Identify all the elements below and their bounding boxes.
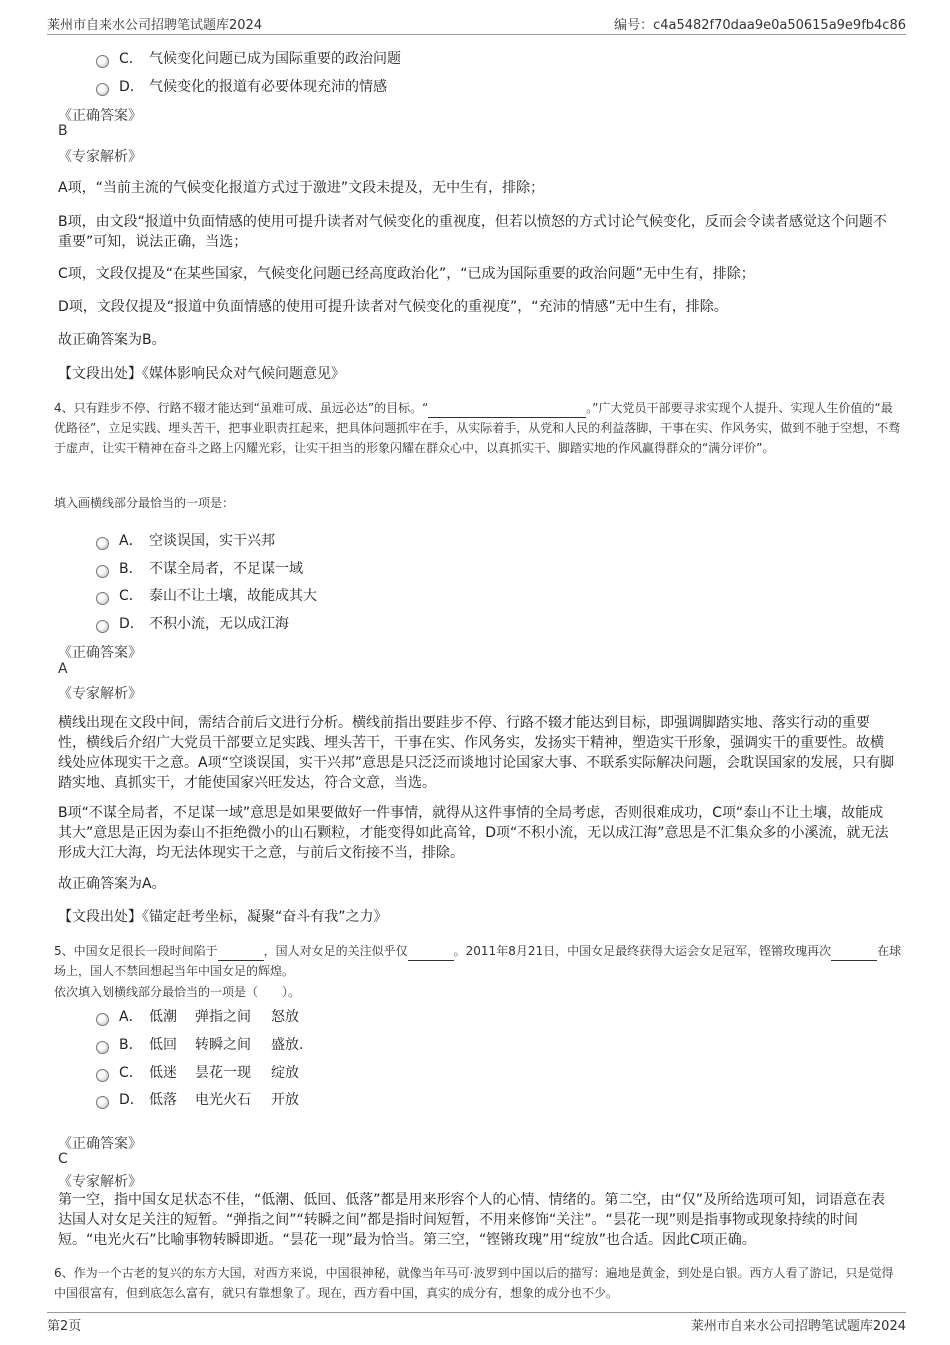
analysis-paragraph: B项“不谋全局者，不足谋一域”意思是如果要做好一件事情，就得从这件事情的全局考虑，否则很难成功，C项“泰山不让土壤，故能成其大”意思是正因为泰山不拒绝微小的山石颗粒，才能变得如此高耸，D项“不积小流，无以成江海”意思是不汇集众多的小溪流，就无法形成大江大海，均无法体现实干之意，与前后文衔接不当，排除。 bbox=[58, 805, 889, 861]
header-title: 莱州市自来水公司招聘笔试题库2024 bbox=[47, 18, 263, 33]
question-prompt: 填入画横线部分最恰当的一项是： bbox=[54, 496, 235, 510]
analysis-paragraph: B项，由文段“报道中负面情感的使用可提升读者对气候变化的重视度，但若以愤怒的方式讨论气候变化，反而会令读者感觉这个问题不重要”可知，说法正确，当选； bbox=[58, 214, 887, 250]
analysis-paragraph: 第一空，指中国女足状态不佳，“低潮、低回、低落”都是用来形容个人的心情、情绪的。第二空，由“仅”及所给选项可知，词语意在表达国人对女足关注的短暂。“弹指之间”“转瞬之间”都是指时间短暂，不用来修饰“关注”。“昙花一现”则是指事物或现象持续的时间短。“电光火石”比喻事物转瞬即逝。“昙花一现”最为恰当。第三空，“铿锵玫瑰”用“绽放”也合适。因此C项正确。 bbox=[58, 1192, 886, 1248]
q5-option-c[interactable]: C． 低迷 昙花一现 绽放 bbox=[96, 1062, 299, 1082]
page-number: 第2页 bbox=[47, 1319, 82, 1334]
blank-line bbox=[831, 946, 877, 961]
answer-label: 《正确答案》 bbox=[58, 108, 142, 124]
analysis-paragraph: A项，“当前主流的气候变化报道方式过于激进”文段未提及，无中生有，排除； bbox=[58, 180, 545, 196]
q3-option-c[interactable]: C． 气候变化问题已成为国际重要的政治问题 bbox=[96, 48, 401, 68]
analysis-label: 《专家解析》 bbox=[58, 149, 142, 165]
analysis-paragraph: C项，文段仅提及“在某些国家，气候变化问题已经高度政治化”，“已成为国际重要的政治问题”无中生有，排除； bbox=[58, 266, 755, 282]
radio-icon[interactable] bbox=[96, 55, 109, 68]
analysis-label: 《专家解析》 bbox=[58, 686, 142, 702]
radio-icon[interactable] bbox=[96, 1013, 109, 1026]
analysis-paragraph: 横线出现在文段中间，需结合前后文进行分析。横线前指出要跬步不停、行路不辍才能达到目标，即强调脚踏实地、落实行动的重要性，横线后介绍广大党员干部要立足实践、埋头苦干，干事在实、作风务实，发扬实干精神，塑造实干形象，强调实干的重要性。故横线处应体现实干之意。A项“空谈误国，实干兴邦”意思是只泛泛而谈地讨论国家大事、不联系实际解决问题，会耽误国家的发展，只有脚踏实地、真抓实干，才能使国家兴旺发达，符合文意，当选。 bbox=[58, 715, 895, 791]
analysis-conclusion: 故正确答案为B。 bbox=[58, 332, 166, 348]
radio-icon[interactable] bbox=[96, 620, 109, 633]
radio-icon[interactable] bbox=[96, 565, 109, 578]
question-stem: 6、作为一个古老的复兴的东方大国，对西方来说，中国很神秘，就像当年马可·波罗到中国以后的描写：遍地是黄金，到处是白银。西方人看了游记，只是觉得中国很富有，但到底怎么富有，就只有靠想象了。现在，西方看中国，真实的成分有，想象的成分也不少。 bbox=[54, 1266, 894, 1300]
analysis-conclusion: 故正确答案为A。 bbox=[58, 876, 166, 892]
answer-value: A bbox=[58, 661, 68, 677]
q3-option-d[interactable]: D． 气候变化的报道有必要体现充沛的情感 bbox=[96, 76, 387, 96]
radio-icon[interactable] bbox=[96, 537, 109, 550]
q4-option-c[interactable]: C． 泰山不让土壤，故能成其大 bbox=[96, 585, 317, 605]
header-divider bbox=[47, 34, 906, 35]
question-stem: 5、中国女足很长一段时间陷于 ，国人对女足的关注似乎仅 。2011年8月21日，中国女足最终获得大运会女足冠军，铿锵玫瑰再次 在球场上，国人不禁回想起当年中国女足的辉煌。 bbox=[54, 944, 902, 978]
question-stem: 4、只有跬步不停、行路不辍才能达到“虽难可成、虽远必达”的目标。“ 。”广大党员干部要寻求实现个人提升、实现人生价值的“最优路径”，立足实践、埋头苦干，把事业职责扛起来，把具体问题抓牢在手，从实际着手，从党和人民的利益落脚，干事在实、作风务实，做到不驰于空想，不骛于虚声，让实干精神在奋斗之路上闪耀光彩，让实干担当的形象闪耀在群众心中，以真抓实干、脚踏实地的作风赢得群众的“满分评价”。 bbox=[54, 401, 901, 455]
answer-label: 《正确答案》 bbox=[58, 645, 142, 661]
q4-option-a[interactable]: A． 空谈误国，实干兴邦 bbox=[96, 530, 275, 550]
blank-line bbox=[428, 403, 586, 418]
analysis-paragraph: D项，文段仅提及“报道中负面情感的使用可提升读者对气候变化的重视度”，“充沛的情感”无中生有，排除。 bbox=[58, 299, 728, 315]
document-id: 编号：c4a5482f70daa9e0a50615a9e9fb4c86 bbox=[614, 18, 906, 33]
analysis-label: 《专家解析》 bbox=[58, 1174, 142, 1190]
answer-value: C bbox=[58, 1151, 68, 1167]
q5-option-d[interactable]: D． 低落 电光火石 开放 bbox=[96, 1089, 299, 1109]
answer-label: 《正确答案》 bbox=[58, 1136, 142, 1152]
source-citation: 【文段出处】《锚定赶考坐标，凝聚“奋斗有我”之力》 bbox=[58, 909, 388, 925]
radio-icon[interactable] bbox=[96, 1041, 109, 1054]
blank-line bbox=[218, 946, 264, 961]
radio-icon[interactable] bbox=[96, 1069, 109, 1082]
question-prompt: 依次填入划横线部分最恰当的一项是（ ）。 bbox=[54, 985, 301, 999]
q4-option-d[interactable]: D． 不积小流，无以成江海 bbox=[96, 613, 289, 633]
q5-option-b[interactable]: B． 低回 转瞬之间 盛放. bbox=[96, 1034, 303, 1054]
radio-icon[interactable] bbox=[96, 83, 109, 96]
radio-icon[interactable] bbox=[96, 592, 109, 605]
blank-line bbox=[408, 946, 454, 961]
footer-title: 莱州市自来水公司招聘笔试题库2024 bbox=[690, 1319, 906, 1334]
radio-icon[interactable] bbox=[96, 1096, 109, 1109]
footer-divider bbox=[47, 1312, 906, 1313]
q4-option-b[interactable]: B． 不谋全局者，不足谋一域 bbox=[96, 558, 303, 578]
answer-value: B bbox=[58, 123, 68, 139]
q5-option-a[interactable]: A． 低潮 弹指之间 怒放 bbox=[96, 1006, 299, 1026]
source-citation: 【文段出处】《媒体影响民众对气候问题意见》 bbox=[58, 366, 345, 382]
